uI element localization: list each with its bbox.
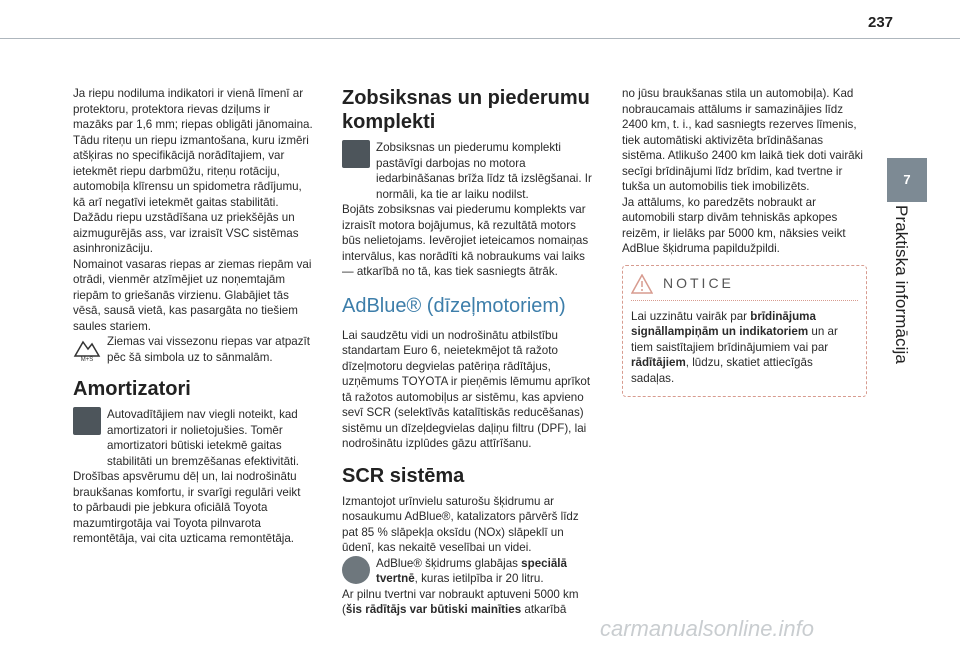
notice-title: NOTICE (663, 274, 734, 291)
paragraph: Ja riepu nodiluma indikatori ir vienā līmenī ar protektoru, protektora rievas dziļums ir mazāks par 1,6 mm; riepas obligāti jānomaina. (73, 87, 313, 131)
watermark: carmanualsonline.info (600, 616, 815, 641)
notice-header (631, 274, 858, 301)
paragraph: Bojāts zobsiksnas vai piederumu komplekts var izraisīt motora bojājumus, kā rezultātā motors būs nelietojams. Ievērojiet ieteicamos nomaiņas intervālus, kas norādīti kā nobraukums vai laiks — atkarībā no tā, kas tiek sasniegts ātrāk. (342, 203, 589, 278)
svg-text:M+S: M+S (80, 357, 94, 362)
column-1 (73, 86, 313, 547)
heading-adblue: AdBlue® (dīzeļmotoriem) (342, 294, 566, 317)
chapter-title: Praktiska informācija (892, 205, 911, 364)
mountain-snowflake-icon (73, 334, 101, 362)
heading-belts: Zobsiksnas un piederumu komplekti (342, 87, 590, 133)
heading-shock-absorbers: Amortizatori (73, 378, 191, 400)
paragraph: Ziemas vai vissezonu riepas var atpazīt pēc šā simbola uz to sānmalām. (107, 335, 310, 364)
paragraph: no jūsu braukšanas stila un automobiļa). Kad nobraucamais attālums ir samazinājies līdz 2400 km, t. i., kad sasniegts rezerves līmenis, tiek automātiski aktivizēta brīdināšanas sistēma. Atlikušo 2400 km laikā tiek doti vairāki secīgi brīdinājumi līdz brīdim, kad tvertne ir tukša un automobilis tiek imobilizēts. (622, 87, 863, 193)
paragraph: Ar pilnu tvertni var nobraukt aptuveni 5000 km (šis rādītājs var būtiski mainīties atkarībā (342, 587, 579, 616)
wrench-icon (342, 140, 370, 168)
adblue-icon (342, 556, 370, 584)
winter-tire-note (73, 334, 313, 365)
warning-icon (631, 274, 653, 294)
chapter-sidebar (869, 205, 945, 375)
column-2 (342, 86, 597, 618)
column-3 (622, 86, 867, 397)
adblue-tank-note (342, 556, 597, 587)
paragraph: Drošības apsvērumu dēļ un, lai nodrošinātu braukšanas komfortu, ir svarīgi regulāri veikt to pārbaudi pie jebkura oficiālā Toyota mazumtirgotāja vai Toyota pilnvarota remontētāja, vai cita uzticama remontētāja. (73, 470, 301, 545)
notice-box (622, 265, 867, 398)
paragraph: Nomainot vasaras riepas ar ziemas riepām vai otrādi, vienmēr atzīmējiet uz noņemtajām riepām to griešanās virzienu. Glabājiet tās vēsā, sausā vietā, kas pasargāta no tiešiem saules stariem. (73, 257, 312, 333)
heading-scr: SCR sistēma (342, 464, 465, 487)
paragraph: Izmantojot urīnvielu saturošu šķidrumu ar nosaukumu AdBlue®, katalizators pārvērš līdz pat 85 % slāpekļa oksīdu (NOx) slāpeklī un ūdenī, kas nekaitē veselībai un videi. (342, 494, 579, 554)
paragraph: Ja attālums, ko paredzēts nobraukt ar automobili starp divām tehniskās apkopes reizēm, ir lielāks par 5000 km, nāksies veikt AdBlue šķidruma papildužpildi. (622, 195, 846, 255)
paragraph: Zobsiksnas un piederumu komplekti pastāvīgi darbojas no motora iedarbināšanas brīža līdz tā izslēgšanai. Ir normāli, ka tie ar laiku nodilst. (376, 141, 592, 201)
page-number: 237 (868, 14, 894, 31)
chapter-tab[interactable]: 7 (887, 158, 927, 202)
paragraph: Lai saudzētu vidi un nodrošinātu atbilstību standartam Euro 6, neietekmējot tā ražoto dīzeļmotoru degvielas patēriņa rādītājus, uzņēmums TOYOTA ir pieņēmis lēmumu aprīkot tā ražotos automobiļus ar sistēmu, kas apvieno sevī SCR (selektīvās katalītiskās reducēšanas) sistēmu un dīzeļdegvielas daļiņu filtru (DPF), lai nodrošinātu izplūdes gāzu attīrīšanu. (342, 328, 591, 450)
paragraph: Tādu riteņu un riepu izmantošana, kuru izmēri atšķiras no specifikācijā norādītajiem, var ietekmēt riepu darbmūžu, riteņu rotāciju, automobiļa klīrensu un spidometra rādījumu, kā arī negatīvi ietekmēt gaitas stabilitāti. (73, 133, 309, 209)
paragraph: AdBlue® šķidrums glabājas speciālā tvertnē, kuras ietilpība ir 20 litru. (376, 556, 567, 585)
header-rule (0, 38, 960, 39)
paragraph: Dažādu riepu uzstādīšana uz priekšējās un aizmugurējās ass, var izraisīt VSC sistēmas asinhronizāciju. (73, 211, 299, 255)
paragraph: Autovadītājiem nav viegli noteikt, kad amortizatori ir nolietojušies. Tomēr amortizatori būtiski ietekmē gaitas stabilitāti un bremzēšanas efektivitāti. (107, 408, 300, 468)
wrench-icon (73, 407, 101, 435)
notice-text: Lai uzzinātu vairāk par brīdinājuma signāllampiņām un indikatoriem un ar tiem saistītajiem brīdinājumiem vai par rādītājiem, lūdzu, skatiet attiecīgās sadaļas. (631, 309, 838, 385)
belts-note (342, 140, 597, 202)
shock-absorbers-note (73, 407, 313, 469)
